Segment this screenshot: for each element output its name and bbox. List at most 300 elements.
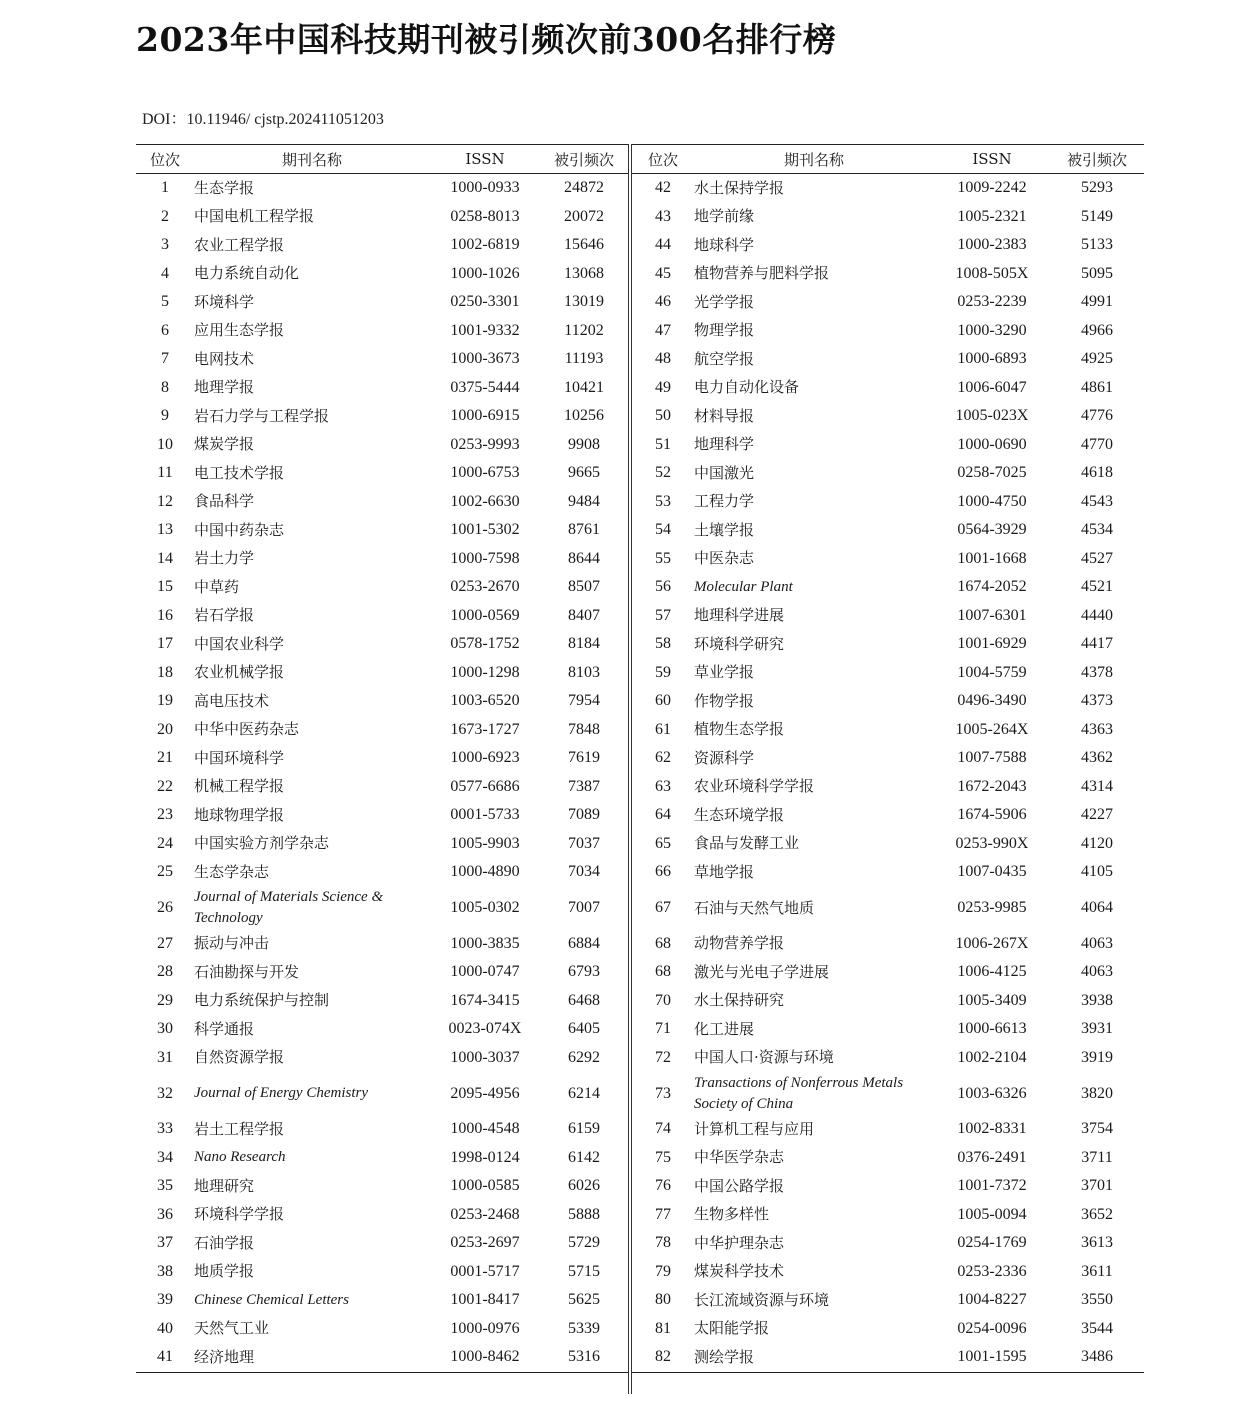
table-row <box>136 231 628 260</box>
table-row <box>136 958 628 987</box>
rank-number: 82 <box>632 1343 694 1372</box>
journal-name: 天然气工业 <box>194 1319 270 1338</box>
rank-number: 47 <box>655 321 671 339</box>
table-row <box>136 374 628 403</box>
issn-value: 1000-0569 <box>450 606 520 624</box>
table-row <box>632 203 1144 232</box>
issn-value: 1001-1668 <box>957 549 1027 567</box>
citation-count: 15646 <box>564 236 604 254</box>
journal-name: 材料导报 <box>694 406 755 425</box>
issn-value: 2095-4956 <box>450 1084 520 1102</box>
table-row <box>632 858 1144 887</box>
issn-value: 1007-6301 <box>957 606 1027 624</box>
journal-name: 中国实验方剂学杂志 <box>194 834 330 853</box>
rank-number: 24 <box>157 834 173 852</box>
citation-count: 4543 <box>1081 492 1113 510</box>
journal-name: 地学前缘 <box>694 207 755 226</box>
header-issn: ISSN <box>934 145 1050 174</box>
issn-value: 1001-1595 <box>934 1343 1050 1372</box>
journal-name: 中国电机工程学报 <box>194 207 315 226</box>
issn-value: 1673-1727 <box>450 720 520 738</box>
citation-count: 4966 <box>1081 321 1113 339</box>
table-row <box>136 1229 628 1258</box>
citation-count: 4064 <box>1081 899 1113 916</box>
issn-value: 1005-9903 <box>450 834 520 852</box>
table-row <box>136 545 628 574</box>
citation-count: 11193 <box>564 350 604 368</box>
citation-count: 6159 <box>568 1120 600 1138</box>
citation-count: 4120 <box>1081 834 1113 852</box>
issn-value: 1003-6326 <box>957 1084 1027 1102</box>
journal-name: 科学通报 <box>194 1019 255 1038</box>
table-row <box>136 459 628 488</box>
journal-name: 中草药 <box>194 577 240 596</box>
journal-name: 环境科学 <box>194 292 255 311</box>
rank-number: 3 <box>161 236 169 254</box>
citation-count: 3701 <box>1081 1177 1113 1195</box>
rank-number: 75 <box>655 1148 671 1166</box>
issn-value: 1000-0747 <box>450 963 520 981</box>
rank-number: 53 <box>655 492 671 510</box>
table-row <box>632 1144 1144 1173</box>
journal-name: 电工技术学报 <box>194 463 285 482</box>
citation-count: 3754 <box>1081 1120 1113 1138</box>
table-row <box>136 345 628 374</box>
citation-count: 6026 <box>568 1177 600 1195</box>
table-body-left <box>136 174 628 1373</box>
issn-value: 1000-3037 <box>450 1048 520 1066</box>
rank-number: 31 <box>157 1048 173 1066</box>
citation-count: 8507 <box>568 578 600 596</box>
citation-count: 3613 <box>1081 1234 1113 1252</box>
table-row <box>632 345 1144 374</box>
rank-number: 12 <box>157 492 173 510</box>
table-row <box>632 174 1144 203</box>
citation-count: 4925 <box>1081 350 1113 368</box>
rank-number: 81 <box>655 1319 671 1337</box>
issn-value: 1000-4750 <box>957 492 1027 510</box>
rank-number: 33 <box>157 1120 173 1138</box>
rank-number: 30 <box>157 1020 173 1038</box>
table-row <box>632 374 1144 403</box>
rank-number: 61 <box>655 720 671 738</box>
table-row <box>136 1115 628 1144</box>
rank-number: 49 <box>655 378 671 396</box>
citation-count: 4521 <box>1081 578 1113 596</box>
journal-name: 水土保持研究 <box>694 991 785 1010</box>
issn-value: 1000-3835 <box>450 934 520 952</box>
table-row <box>632 1286 1144 1315</box>
table-row <box>136 1015 628 1044</box>
table-row <box>632 431 1144 460</box>
rank-number: 36 <box>157 1205 173 1223</box>
issn-value: 1672-2043 <box>957 777 1027 795</box>
rank-number: 59 <box>655 663 671 681</box>
journal-name: 计算机工程与应用 <box>694 1119 815 1138</box>
table-row <box>632 459 1144 488</box>
rank-number: 80 <box>655 1291 671 1309</box>
journal-name: 太阳能学报 <box>694 1319 770 1338</box>
journal-name: 环境科学研究 <box>694 634 785 653</box>
journal-name: 生物多样性 <box>694 1205 770 1224</box>
rank-number: 16 <box>157 606 173 624</box>
citation-count: 8644 <box>568 549 600 567</box>
rank-number: 48 <box>655 350 671 368</box>
journal-name: 地质学报 <box>194 1262 255 1281</box>
table-row <box>632 801 1144 830</box>
table-row <box>136 630 628 659</box>
issn-value: 1002-8331 <box>957 1120 1027 1138</box>
rank-number: 13 <box>157 521 173 539</box>
issn-value: 1998-0124 <box>450 1148 520 1166</box>
journal-name: 经济地理 <box>194 1343 430 1372</box>
journal-name: 工程力学 <box>694 492 755 511</box>
rank-number: 77 <box>655 1205 671 1223</box>
journal-name: Chinese Chemical Letters <box>194 1291 349 1308</box>
rank-number: 79 <box>655 1262 671 1280</box>
journal-name: 农业工程学报 <box>194 235 285 254</box>
journal-name: 地球科学 <box>694 235 755 254</box>
issn-value: 1002-6819 <box>450 236 520 254</box>
issn-value: 1000-1298 <box>450 663 520 681</box>
citation-count: 8761 <box>568 521 600 539</box>
citation-count: 24872 <box>564 179 604 197</box>
issn-value: 1000-6923 <box>450 749 520 767</box>
issn-value: 1008-505X <box>955 264 1029 282</box>
citation-count: 3550 <box>1081 1291 1113 1309</box>
citation-count: 6793 <box>568 963 600 981</box>
journal-name: 中国环境科学 <box>194 748 285 767</box>
issn-value: 1000-0976 <box>450 1319 520 1337</box>
rank-number: 7 <box>161 350 169 368</box>
citation-count: 5133 <box>1081 236 1113 254</box>
citation-count: 7034 <box>568 863 600 881</box>
issn-value: 0254-1769 <box>957 1234 1027 1252</box>
journal-name: 土壤学报 <box>694 520 755 539</box>
rank-number: 22 <box>157 777 173 795</box>
citation-count: 4770 <box>1081 435 1113 453</box>
issn-value: 1002-2104 <box>957 1048 1027 1066</box>
journal-name: 食品科学 <box>194 492 255 511</box>
table-row <box>632 630 1144 659</box>
issn-value: 1005-264X <box>955 720 1029 738</box>
citation-count: 4440 <box>1081 606 1113 624</box>
citation-count: 3544 <box>1081 1319 1113 1337</box>
table-row <box>136 1315 628 1344</box>
citation-count: 4314 <box>1081 777 1113 795</box>
issn-value: 0253-2697 <box>450 1234 520 1252</box>
citation-count: 4227 <box>1081 806 1113 824</box>
journal-name: 草地学报 <box>694 862 755 881</box>
issn-value: 0250-3301 <box>450 293 520 311</box>
citation-count: 3486 <box>1050 1343 1144 1372</box>
table-row <box>632 773 1144 802</box>
journal-name: 中国激光 <box>694 463 755 482</box>
citation-count: 5729 <box>568 1234 600 1252</box>
table-row <box>136 602 628 631</box>
journal-name: 岩石学报 <box>194 606 255 625</box>
rank-number: 10 <box>157 435 173 453</box>
table-row <box>136 1286 628 1315</box>
header-journal-name: 期刊名称 <box>194 145 430 174</box>
citation-count: 8407 <box>568 606 600 624</box>
journal-name: 光学学报 <box>694 292 755 311</box>
rank-number: 71 <box>655 1020 671 1038</box>
citation-count: 13019 <box>564 293 604 311</box>
journal-name: 电力系统自动化 <box>194 264 300 283</box>
header-citations: 被引频次 <box>1050 145 1144 174</box>
table-row <box>136 288 628 317</box>
journal-name: 激光与光电子学进展 <box>694 962 830 981</box>
citation-count: 5149 <box>1081 207 1113 225</box>
issn-value: 1006-6047 <box>957 378 1027 396</box>
rank-number: 56 <box>655 578 671 596</box>
table-row <box>632 260 1144 289</box>
rank-number: 46 <box>655 293 671 311</box>
issn-value: 1001-5302 <box>450 521 520 539</box>
issn-value: 1001-6929 <box>957 635 1027 653</box>
issn-value: 0001-5733 <box>450 806 520 824</box>
issn-value: 1004-5759 <box>957 663 1027 681</box>
table-row <box>136 1343 628 1372</box>
table-row <box>632 317 1144 346</box>
citation-count: 4776 <box>1081 407 1113 425</box>
table-header-row <box>632 145 1144 174</box>
issn-value: 1674-5906 <box>957 806 1027 824</box>
citation-count: 8184 <box>568 635 600 653</box>
journal-name: 生态学报 <box>194 178 255 197</box>
rank-number: 74 <box>655 1120 671 1138</box>
journal-name: 地理学报 <box>194 378 255 397</box>
journal-name: 振动与冲击 <box>194 934 270 953</box>
journal-name: 植物生态学报 <box>694 720 785 739</box>
journal-name: 航空学报 <box>694 349 755 368</box>
issn-value: 1005-023X <box>955 407 1029 425</box>
issn-value: 1000-0933 <box>450 179 520 197</box>
issn-value: 1000-6753 <box>450 464 520 482</box>
header-citations: 被引频次 <box>540 145 628 174</box>
citation-count: 7848 <box>568 720 600 738</box>
table-row <box>136 260 628 289</box>
header-rank: 位次 <box>136 145 194 174</box>
rank-number: 11 <box>157 464 173 482</box>
citation-count: 4063 <box>1081 934 1113 952</box>
citation-count: 4991 <box>1081 293 1113 311</box>
rank-number: 4 <box>161 264 169 282</box>
citation-count: 5339 <box>568 1319 600 1337</box>
issn-value: 0253-2468 <box>450 1205 520 1223</box>
table-row <box>136 858 628 887</box>
table-row <box>632 573 1144 602</box>
table-row <box>136 431 628 460</box>
citation-count: 4417 <box>1081 635 1113 653</box>
ranking-table-left <box>136 144 628 1373</box>
issn-value: 1007-7588 <box>957 749 1027 767</box>
journal-name: 测绘学报 <box>694 1343 934 1372</box>
rank-number: 43 <box>655 207 671 225</box>
citation-count: 6214 <box>568 1084 600 1102</box>
issn-value: 1001-7372 <box>957 1177 1027 1195</box>
table-row <box>632 830 1144 859</box>
citation-count: 5095 <box>1081 264 1113 282</box>
rank-number: 35 <box>157 1177 173 1195</box>
citation-count: 3919 <box>1081 1048 1113 1066</box>
rank-number: 50 <box>655 407 671 425</box>
journal-name: 地理科学 <box>694 435 755 454</box>
journal-name: 中华护理杂志 <box>694 1233 785 1252</box>
issn-value: 1000-8462 <box>430 1343 540 1372</box>
issn-value: 1000-3290 <box>957 321 1027 339</box>
journal-name: 中华中医药杂志 <box>194 720 300 739</box>
issn-value: 0253-2670 <box>450 578 520 596</box>
journal-name: 长江流域资源与环境 <box>694 1290 830 1309</box>
table-row <box>632 1315 1144 1344</box>
issn-value: 0253-2336 <box>957 1262 1027 1280</box>
table-row <box>136 930 628 959</box>
issn-value: 1001-9332 <box>450 321 520 339</box>
issn-value: 0578-1752 <box>450 635 520 653</box>
table-row <box>136 402 628 431</box>
journal-name: 石油勘探与开发 <box>194 962 300 981</box>
journal-name: 石油学报 <box>194 1233 255 1252</box>
citation-count: 10256 <box>564 407 604 425</box>
rank-number: 41 <box>136 1343 194 1372</box>
journal-name: 草业学报 <box>694 663 755 682</box>
issn-value: 1000-0690 <box>957 435 1027 453</box>
issn-value: 0254-0096 <box>957 1319 1027 1337</box>
issn-value: 0375-5444 <box>450 378 520 396</box>
journal-name: Molecular Plant <box>694 578 793 595</box>
table-row <box>136 830 628 859</box>
header-rank: 位次 <box>632 145 694 174</box>
citation-count: 6142 <box>568 1148 600 1166</box>
issn-value: 1000-6613 <box>957 1020 1027 1038</box>
journal-name: 自然资源学报 <box>194 1048 285 1067</box>
rank-number: 40 <box>157 1319 173 1337</box>
journal-name: 机械工程学报 <box>194 777 285 796</box>
rank-number: 6 <box>161 321 169 339</box>
table-row <box>632 1201 1144 1230</box>
rank-number: 44 <box>655 236 671 254</box>
citation-count: 7954 <box>568 692 600 710</box>
citation-count: 13068 <box>564 264 604 282</box>
table-row <box>632 930 1144 959</box>
issn-value: 1002-6630 <box>450 492 520 510</box>
table-row <box>136 203 628 232</box>
citation-count: 4618 <box>1081 464 1113 482</box>
issn-value: 1009-2242 <box>957 179 1027 197</box>
citation-count: 8103 <box>568 663 600 681</box>
citation-count: 4063 <box>1081 963 1113 981</box>
journal-name: 作物学报 <box>694 691 755 710</box>
rank-number: 37 <box>157 1234 173 1252</box>
journal-name: 环境科学学报 <box>194 1205 285 1224</box>
issn-value: 0253-9985 <box>957 899 1027 916</box>
journal-name: 电力自动化设备 <box>694 378 800 397</box>
table-row <box>136 1172 628 1201</box>
citation-count: 6405 <box>568 1020 600 1038</box>
rank-number: 39 <box>157 1291 173 1309</box>
journal-name: 中医杂志 <box>694 549 755 568</box>
citation-count: 5715 <box>568 1262 600 1280</box>
rank-number: 42 <box>655 179 671 197</box>
rank-number: 62 <box>655 749 671 767</box>
issn-value: 1000-2383 <box>957 236 1027 254</box>
rank-number: 38 <box>157 1262 173 1280</box>
header-journal-name: 期刊名称 <box>694 145 934 174</box>
citation-count: 3938 <box>1081 991 1113 1009</box>
citation-count: 4373 <box>1081 692 1113 710</box>
rank-number: 26 <box>157 899 173 916</box>
issn-value: 0253-990X <box>955 834 1029 852</box>
journal-name: 动物营养学报 <box>694 934 785 953</box>
citation-count: 4378 <box>1081 663 1113 681</box>
issn-value: 1004-8227 <box>957 1291 1027 1309</box>
rank-number: 70 <box>655 991 671 1009</box>
issn-value: 1005-0302 <box>450 899 520 916</box>
journal-name: Nano Research <box>194 1149 286 1166</box>
issn-value: 0496-3490 <box>957 692 1027 710</box>
table-row <box>632 987 1144 1016</box>
issn-value: 0253-2239 <box>957 293 1027 311</box>
table-row <box>632 1015 1144 1044</box>
issn-value: 1000-7598 <box>450 549 520 567</box>
rank-number: 57 <box>655 606 671 624</box>
issn-value: 1000-0585 <box>450 1177 520 1195</box>
citation-count: 3652 <box>1081 1205 1113 1223</box>
issn-value: 1005-0094 <box>957 1205 1027 1223</box>
citation-count: 9665 <box>568 464 600 482</box>
rank-number: 28 <box>157 963 173 981</box>
issn-value: 1003-6520 <box>450 692 520 710</box>
rank-number: 78 <box>655 1234 671 1252</box>
journal-name: 地球物理学报 <box>194 805 285 824</box>
citation-count: 4105 <box>1081 863 1113 881</box>
rank-number: 45 <box>655 264 671 282</box>
citation-count: 6884 <box>568 934 600 952</box>
citation-count: 4527 <box>1081 549 1113 567</box>
citation-count: 9908 <box>568 435 600 453</box>
table-row <box>136 317 628 346</box>
table-row <box>632 545 1144 574</box>
rank-number: 21 <box>157 749 173 767</box>
journal-name: 岩土工程学报 <box>194 1119 285 1138</box>
rank-number: 63 <box>655 777 671 795</box>
issn-value: 1674-2052 <box>957 578 1027 596</box>
citation-count: 10421 <box>564 378 604 396</box>
rank-number: 67 <box>655 899 671 916</box>
citation-count: 3931 <box>1081 1020 1113 1038</box>
issn-value: 0376-2491 <box>957 1148 1027 1166</box>
issn-value: 1006-267X <box>955 934 1029 952</box>
table-row <box>136 573 628 602</box>
rank-number: 8 <box>161 378 169 396</box>
rank-number: 73 <box>655 1084 671 1102</box>
citation-count: 5888 <box>568 1205 600 1223</box>
issn-value: 1005-3409 <box>957 991 1027 1009</box>
rank-number: 72 <box>655 1048 671 1066</box>
journal-name: 物理学报 <box>694 321 755 340</box>
table-row <box>632 1115 1144 1144</box>
journal-name: Journal of Energy Chemistry <box>194 1085 369 1101</box>
table-row <box>632 1229 1144 1258</box>
rank-number: 52 <box>655 464 671 482</box>
issn-value: 0023-074X <box>448 1020 522 1038</box>
table-row <box>632 231 1144 260</box>
rank-number: 58 <box>655 635 671 653</box>
journal-name: 资源科学 <box>694 748 755 767</box>
rank-number: 25 <box>157 863 173 881</box>
